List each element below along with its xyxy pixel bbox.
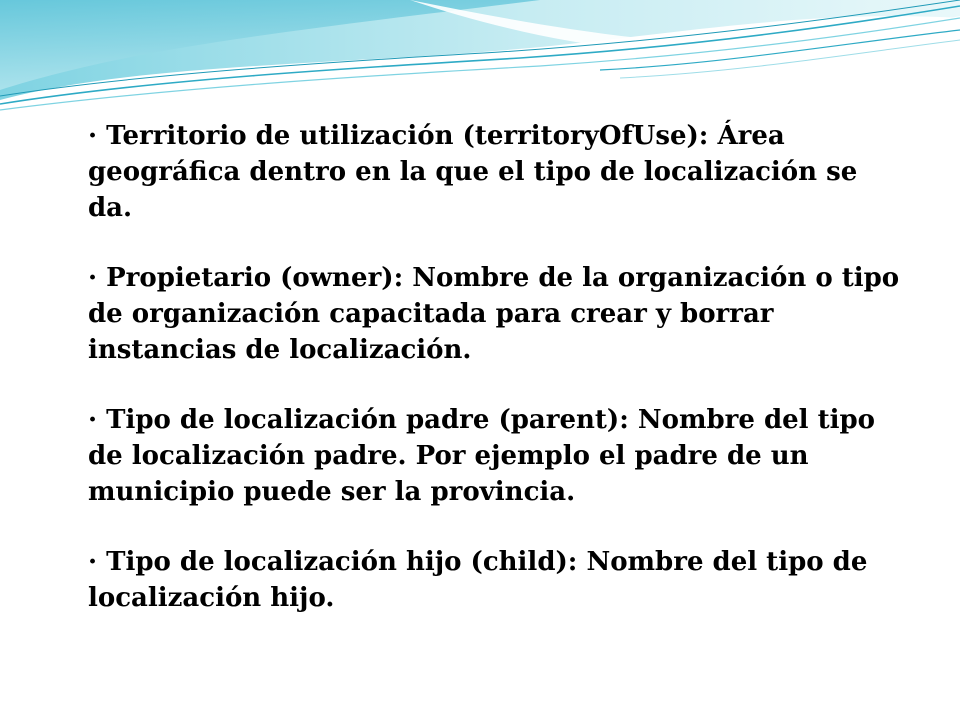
bullet-child: · Tipo de localización hijo (child): Nombre del tipo de localización hijo. bbox=[88, 547, 868, 613]
bullet-parent: · Tipo de localización padre (parent): Nombre del tipo de localización padre. Por ejemplo el padre de un municipio puede ser la provincia. bbox=[88, 405, 876, 507]
bullet-territory-of-use: · Territorio de utilización (territoryOfUse): Área geográfica dentro en la que el tipo de localización se da. bbox=[88, 121, 858, 223]
slide-body bbox=[88, 118, 908, 650]
bullet-owner: · Propietario (owner): Nombre de la organización o tipo de organización capacitada para crear y borrar instancias de localización. bbox=[88, 263, 900, 365]
